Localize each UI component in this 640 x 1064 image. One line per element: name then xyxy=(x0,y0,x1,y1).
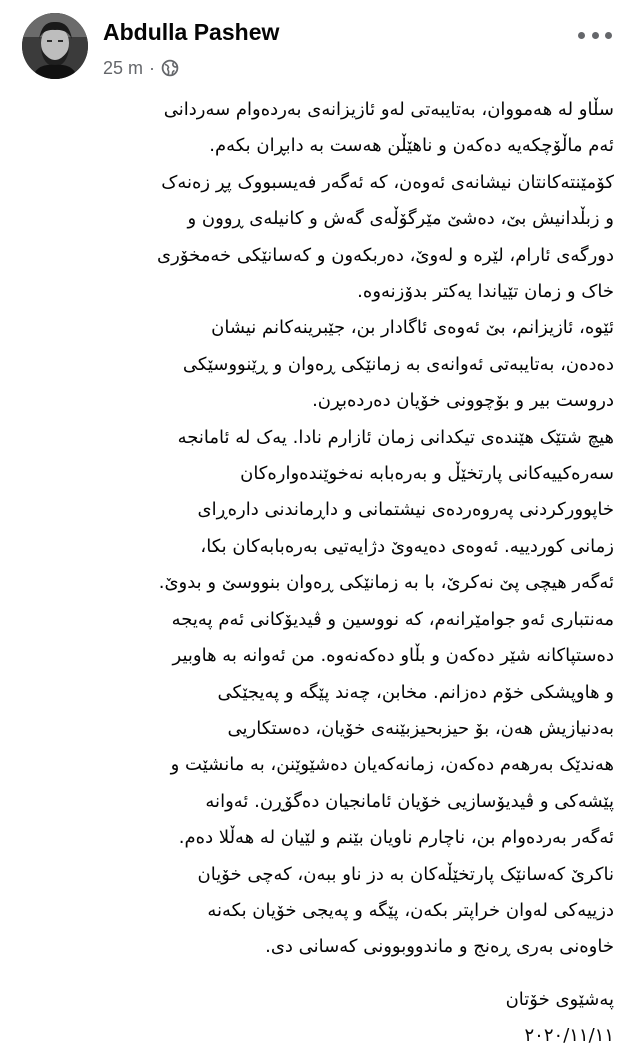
post-signature xyxy=(506,982,614,1054)
signature-name: پەشێوی خۆتان xyxy=(505,989,614,1010)
author-name[interactable]: Abdulla Pashew xyxy=(103,19,280,45)
post-text-line: ئەگەر هیچی پێ نەکرێ، با بە زمانێکی ڕەوان بنووسێ و بدوێ. xyxy=(158,572,614,594)
post-text-line: و زبڵدانیش بێ، دەشێ مێرگۆڵەی گەش و کانیلەی ڕوون و xyxy=(187,208,614,230)
globe-icon[interactable] xyxy=(161,59,179,77)
post-text-line: خاوەنی بەری ڕەنج و ماندووبوونی کەسانی دی. xyxy=(265,936,614,958)
author-avatar[interactable] xyxy=(22,13,88,79)
post-text-line: خاک و زمان تێیاندا یەکتر بدۆزنەوە. xyxy=(357,281,614,303)
post-header xyxy=(22,13,618,83)
post-text-line: خاپوورکردنی پەروەردەی نیشتمانی و داڕماندنی دارەڕای xyxy=(197,499,614,521)
post-text-line: زمانی کوردییە. ئەوەی دەیەوێ دژایەتیی بەرەبابەکان بکا، xyxy=(200,535,614,557)
signature-date: ٢٠٢٠/١١/١١ xyxy=(524,1025,614,1046)
profile-photo-icon xyxy=(22,13,88,79)
post-text-line: دروست بیر و بۆچوونی خۆیان دەردەبڕن. xyxy=(312,390,614,412)
post-text xyxy=(26,92,614,966)
post-text-line: دەستپاکانە شێر دەکەن و بڵاو دەکەنەوە. من ئەوانە بە هاوبیر xyxy=(172,645,614,667)
post-text-line: کۆمێنتەکانتان نیشانەی ئەوەن، کە ئەگەر فەیسبووک پڕ زەنەک xyxy=(161,171,614,193)
meta-separator: · xyxy=(149,57,156,78)
post-text-line: دورگەی ئارام، لێرە و لەوێ، دەربکەون و کەسانێکی خەمخۆری xyxy=(157,244,614,266)
post-text-line: دزییەکی لەوان خراپتر بکەن، پێگە و پەیجی خۆیان بکەنە xyxy=(207,899,614,921)
post-text-line: ئەگەر بەردەوام بن، ناچارم ناویان بێنم و لێیان لە هەڵلا دەم. xyxy=(178,827,614,849)
post-text-line: سەرەکییەکانی پارتخێڵ و بەرەبابە نەخوێندەوارەکان xyxy=(240,463,614,485)
post-text-line: پێشەکی و ڤیدیۆسازیی خۆیان ئامانجیان دەگۆڕن. ئەوانە xyxy=(205,790,614,812)
post-text-line: بەدنیازیش هەن، بۆ حیزبحیزبێنەی خۆیان، دەستکاریی xyxy=(227,717,614,739)
post-text-line: سڵاو لە هەمووان، بەتایبەتی لەو ئازیزانەی بەردەوام سەردانی xyxy=(163,99,614,120)
post-text-line: هەندێک بەرهەم دەکەن، زمانەکەیان دەشێوێنن، بە مانشێت و xyxy=(170,754,614,776)
post-text-line: هیچ شتێک هێندەی تیکدانی زمان ئازارم نادا. یەک لە ئامانجە xyxy=(177,426,614,448)
post-text-line: ئێوە، ئازیزانم، بێ ئەوەی ئاگادار بن، جێبرینەکانم نیشان xyxy=(211,317,614,339)
post-text-line: ئەم ماڵۆچکەیە دەکەن و ناهێڵن هەست بە دابڕان بکەم. xyxy=(209,135,614,157)
post-meta xyxy=(103,57,179,79)
post-time[interactable]: 25 m xyxy=(103,57,144,78)
more-options-icon[interactable] xyxy=(578,25,612,45)
post-text-line: و هاوپشکی خۆم دەزانم. مخابن، چەند پێگە و پەیجێکی xyxy=(217,681,614,703)
post-text-line: ناکرێ کەسانێک پارتخێڵەکان بە دز ناو ببەن، کەچی خۆیان xyxy=(197,863,614,885)
post-text-line: مەنتباری ئەو جوامێرانەم، کە نووسین و ڤیدیۆکانی ئەم پەیجە xyxy=(171,608,614,630)
post-text-line: دەدەن، بەتایبەتی ئەوانەی بە زمانێکی ڕەوان و ڕێنووسێکی xyxy=(182,353,614,375)
